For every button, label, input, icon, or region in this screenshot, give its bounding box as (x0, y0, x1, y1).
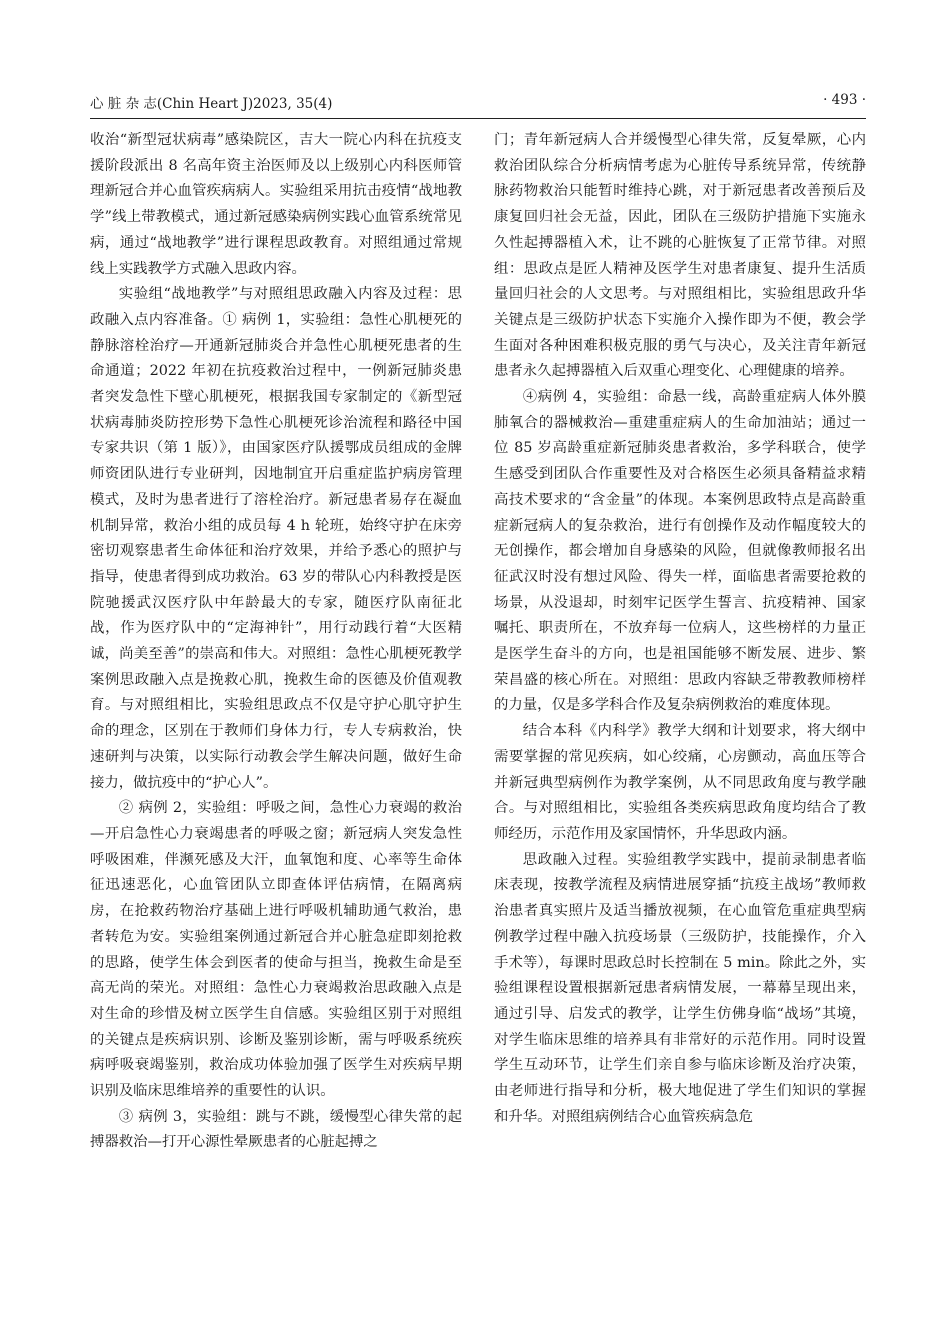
header-rule (90, 118, 866, 119)
right-column (494, 128, 866, 1338)
paragraph: 收治“新型冠状病毒”感染院区，吉大一院心内科在抗疫支援阶段派出 8 名高年资主治医师及以上级别心内科医师管理新冠合并心血管疾病病人。实验组采用抗击疫情“战地教学”线上带教模式，通过新冠感染病例实践心血管系统常见病，通过“战地教学”进行课程思政教育。对照组通过常规线上实践教学方式融入思政内容。 (90, 132, 462, 277)
paragraph: ③ 病例 3，实验组：跳与不跳，缓慢型心律失常的起搏器救治—打开心源性晕厥患者的心脏起搏之 (90, 1108, 462, 1151)
paragraph: 门；青年新冠病人合并缓慢型心律失常，反复晕厥，心内救治团队综合分析病情考虑为心脏传导系统异常，传统静脉药物救治只能暂时维持心跳，对于新冠患者改善预后及康复回归社会无益，因此，团队在三级防护措施下实施永久性起搏器植入术，让不跳的心脏恢复了正常节律。对照组：思政点是匠人精神及医学生对患者康复、提升生活质量回归社会的人文思考。与对照组相比，实验组思政升华关键点是三级防护状态下实施介入操作即为不便，教会学生面对各种困难积极克服的勇气与决心，及关注青年新冠患者永久起搏器植入后双重心理变化、心理健康的培养。 (494, 132, 866, 380)
paragraph: ② 病例 2，实验组：呼吸之间，急性心力衰竭的救治—开启急性心力衰竭患者的呼吸之窗；新冠病人突发急性呼吸困难，伴濒死感及大汗，血氧饱和度、心率等生命体征迅速恶化，心血管团队立即查体评估病情，在隔离病房，在抢救药物治疗基础上进行呼吸机辅助通气救治，患者转危为安。实验组案例通过新冠合并心脏急症即刻抢救的思路，使学生体会到医者的使命与担当，挽救生命是至高无尚的荣光。对照组：急性心力衰竭救治思政融入点是对生命的珍惜及树立医学生自信感。实验组区别于对照组的关键点是疾病识别、诊断及鉴别诊断，需与呼吸系统疾病呼吸衰竭鉴别，救治成功体验加强了医学生对疾病早期识别及临床思维培养的重要性的认识。 (90, 800, 462, 1100)
paragraph: ④病例 4，实验组：命悬一线，高龄重症病人体外膜肺氧合的器械救治—重建重症病人的生命加油站；通过一位 85 岁高龄重症新冠肺炎患者救治，多学科联合，使学生感受到团队合作重要性及对合格医生必须具备精益求精高技术要求的“含金量”的体现。本案例思政特点是高龄重症新冠病人的复杂救治，进行有创操作及动作幅度较大的无创操作，都会增加自身感染的风险，但就像教师报名出征武汉时没有想过风险、得失一样，面临患者需要抢救的场景，从没退却，时刻牢记医学生誓言、抗疫精神、国家嘱托、职责所在，不放弃每一位病人，这些榜样的力量正是医学生奋斗的方向，也是祖国能够不断发展、进步、繁荣昌盛的核心所在。对照组：思政内容缺乏带教教师榜样的力量，仅是多学科合作及复杂病例救治的难度体现。 (494, 389, 866, 714)
paragraph: 结合本科《内科学》教学大纲和计划要求，将大纲中需要掌握的常见疾病，如心绞痛，心房颤动，高血压等合并新冠典型病例作为教学案例，从不同思政角度与教学融合。与对照组相比，实验组各类疾病思政角度均结合了教师经历，示范作用及家国情怀，升华思政内涵。 (494, 723, 866, 842)
journal-citation: 心 脏 杂 志(Chin Heart J)2023, 35(4) (90, 96, 333, 112)
left-column (90, 128, 462, 1338)
page-number: · 493 · (823, 92, 866, 108)
running-header (90, 92, 866, 114)
paragraph: 思政融入过程。实验组教学实践中，提前录制患者临床表现，按教学流程及病情进展穿插“抗疫主战场”教师救治患者真实照片及适当播放视频，在心血管危重症典型病例教学过程中融入抗疫场景（三级防护，技能操作，介入手术等），每课时思政总时长控制在 5 min。除此之外，实验组课程设置根据新冠患者病情发展，一幕幕呈现出来，通过引导、启发式的教学，让学生仿佛身临“战场”其境，对学生临床思维的培养具有非常好的示范作用。同时设置学生互动环节，让学生们亲自参与临床诊断及治疗决策，由老师进行指导和分析，极大地促进了学生们知识的掌握和升华。对照组病例结合心血管疾病急危 (494, 851, 866, 1125)
paragraph: 实验组“战地教学”与对照组思政融入内容及过程：思政融入点内容准备。① 病例 1，实验组：急性心肌梗死的静脉溶栓治疗—开通新冠肺炎合并急性心肌梗死患者的生命通道；2022 年初在抗疫救治过程中，一例新冠肺炎患者突发急性下壁心肌梗死，根据我国专家制定的《新型冠状病毒肺炎防控形势下急性心肌梗死诊治流程和路径中国专家共识（第 1 版）》，由国家医疗队援鄂成员组成的金牌师资团队进行专业研判，因地制宜开启重症监护病房管理模式，及时为患者进行了溶栓治疗。新冠患者易存在凝血机制异常，救治小组的成员每 4 h 轮班，始终守护在床旁密切观察患者生命体征和治疗效果，并给予悉心的照护与指导，使患者得到成功救治。63 岁的带队心内科教授是医院驰援武汉医疗队中年龄最大的专家，随医疗队南征北战，作为医疗队中的“定海神针”，用行动践行着“大医精诚，尚美至善”的崇高和伟大。对照组：急性心肌梗死教学案例思政融入点是挽救心肌，挽救生命的医德及价值观教育。与对照组相比，实验组思政点不仅是守护心肌守护生命的理念，区别在于教师们身体力行，专人专病救治，快速研判与决策，以实际行动教会学生解决问题，做好生命接力，做抗疫中的“护心人”。 (90, 286, 462, 791)
